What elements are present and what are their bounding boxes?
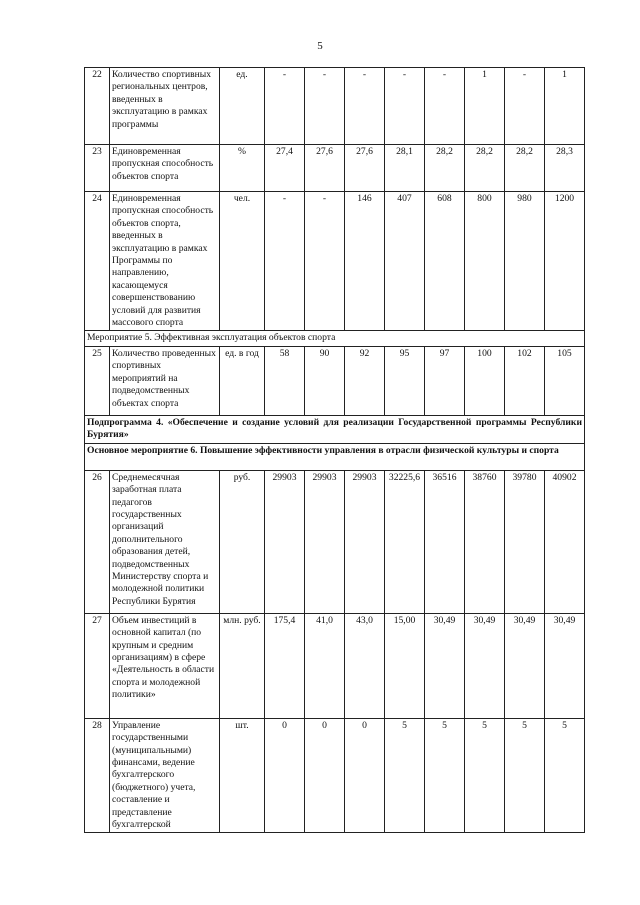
value-cell: 0 [305,718,345,833]
indicator-name: Единовременная пропускная способность объектов спорта, введенных в эксплуатацию в рамках Программы по направлению, касающемуся совершенствованию условий для развития массового спорта [110,192,220,331]
value-cell: 27,6 [345,145,385,192]
value-cell: 41,0 [305,613,345,718]
value-cell: 29903 [345,470,385,613]
indicator-name: Единовременная пропускная способность объектов спорта [110,145,220,192]
value-cell: 30,49 [545,613,585,718]
row-number: 28 [85,718,110,833]
value-cell: - [265,192,305,331]
value-cell: 38760 [465,470,505,613]
value-cell: 5 [545,718,585,833]
value-cell: 30,49 [425,613,465,718]
unit-cell: руб. [220,470,265,613]
unit-cell: % [220,145,265,192]
indicators-table [84,67,585,833]
value-cell: 175,4 [265,613,305,718]
value-cell: 29903 [305,470,345,613]
value-cell: - [505,68,545,145]
value-cell: 15,00 [385,613,425,718]
value-cell: - [385,68,425,145]
value-cell: 27,6 [305,145,345,192]
value-cell: 5 [505,718,545,833]
value-cell: 32225,6 [385,470,425,613]
value-cell: 105 [545,346,585,415]
page-number: 5 [317,40,323,52]
indicator-name: Среднемесячная заработная плата педагогов государственных организаций дополнительного образования детей, подведомственных Министерству спорта и молодежной политики Республики Бурятия [110,470,220,613]
value-cell: - [265,68,305,145]
table-row [85,346,585,415]
indicator-name: Количество проведенных спортивных мероприятий на подведомственных объектах спорта [110,346,220,415]
value-cell: 0 [265,718,305,833]
row-number: 26 [85,470,110,613]
value-cell: 28,2 [425,145,465,192]
value-cell: 30,49 [505,613,545,718]
value-cell: 608 [425,192,465,331]
table-row [85,68,585,145]
value-cell: 1 [465,68,505,145]
value-cell: 28,2 [465,145,505,192]
row-number: 24 [85,192,110,331]
value-cell: 97 [425,346,465,415]
value-cell: 28,2 [505,145,545,192]
table-row [85,718,585,833]
value-cell: 36516 [425,470,465,613]
value-cell: 95 [385,346,425,415]
indicator-name: Количество спортивных региональных центров, введенных в эксплуатацию в рамках программы [110,68,220,145]
value-cell: 28,1 [385,145,425,192]
value-cell: 0 [345,718,385,833]
value-cell: 92 [345,346,385,415]
value-cell: 90 [305,346,345,415]
value-cell: 5 [425,718,465,833]
measure-title: Мероприятие 5. Эффективная эксплуатация объектов спорта [85,331,585,346]
indicator-name: Управление государственными (муниципальными) финансами, ведение бухгалтерского (бюджетного) учета, составление и представление бухгалтерской [110,718,220,833]
row-number: 23 [85,145,110,192]
value-cell: 1200 [545,192,585,331]
unit-cell: чел. [220,192,265,331]
value-cell: 800 [465,192,505,331]
value-cell: 5 [385,718,425,833]
unit-cell: ед. [220,68,265,145]
value-cell: 1 [545,68,585,145]
value-cell: 58 [265,346,305,415]
subprogram-row [85,415,585,443]
value-cell: - [425,68,465,145]
value-cell: 43,0 [345,613,385,718]
indicators-table-body [85,68,585,833]
unit-cell: млн. руб. [220,613,265,718]
table-row [85,192,585,331]
unit-cell: шт. [220,718,265,833]
value-cell: 29903 [265,470,305,613]
subprogram-title: Основное мероприятие 6. Повышение эффективности управления в отрасли физической культуры и спорта [85,443,585,470]
value-cell: 28,3 [545,145,585,192]
value-cell: 102 [505,346,545,415]
indicator-name: Объем инвестиций в основной капитал (по крупным и средним организациям) в сфере «Деятельность в области спорта и молодежной политики» [110,613,220,718]
value-cell: - [305,192,345,331]
measure-row [85,331,585,346]
value-cell: 5 [465,718,505,833]
table-row [85,470,585,613]
unit-cell: ед. в год [220,346,265,415]
table-row [85,145,585,192]
value-cell: 980 [505,192,545,331]
row-number: 27 [85,613,110,718]
value-cell: 30,49 [465,613,505,718]
value-cell: 100 [465,346,505,415]
value-cell: 40902 [545,470,585,613]
row-number: 22 [85,68,110,145]
value-cell: 27,4 [265,145,305,192]
value-cell: 146 [345,192,385,331]
subprogram-title: Подпрограмма 4. «Обеспечение и создание условий для реализации Государственной программы Республики Бурятия» [85,415,585,443]
table-row [85,613,585,718]
value-cell: 39780 [505,470,545,613]
subprogram-row [85,443,585,470]
row-number: 25 [85,346,110,415]
value-cell: - [345,68,385,145]
value-cell: - [305,68,345,145]
value-cell: 407 [385,192,425,331]
